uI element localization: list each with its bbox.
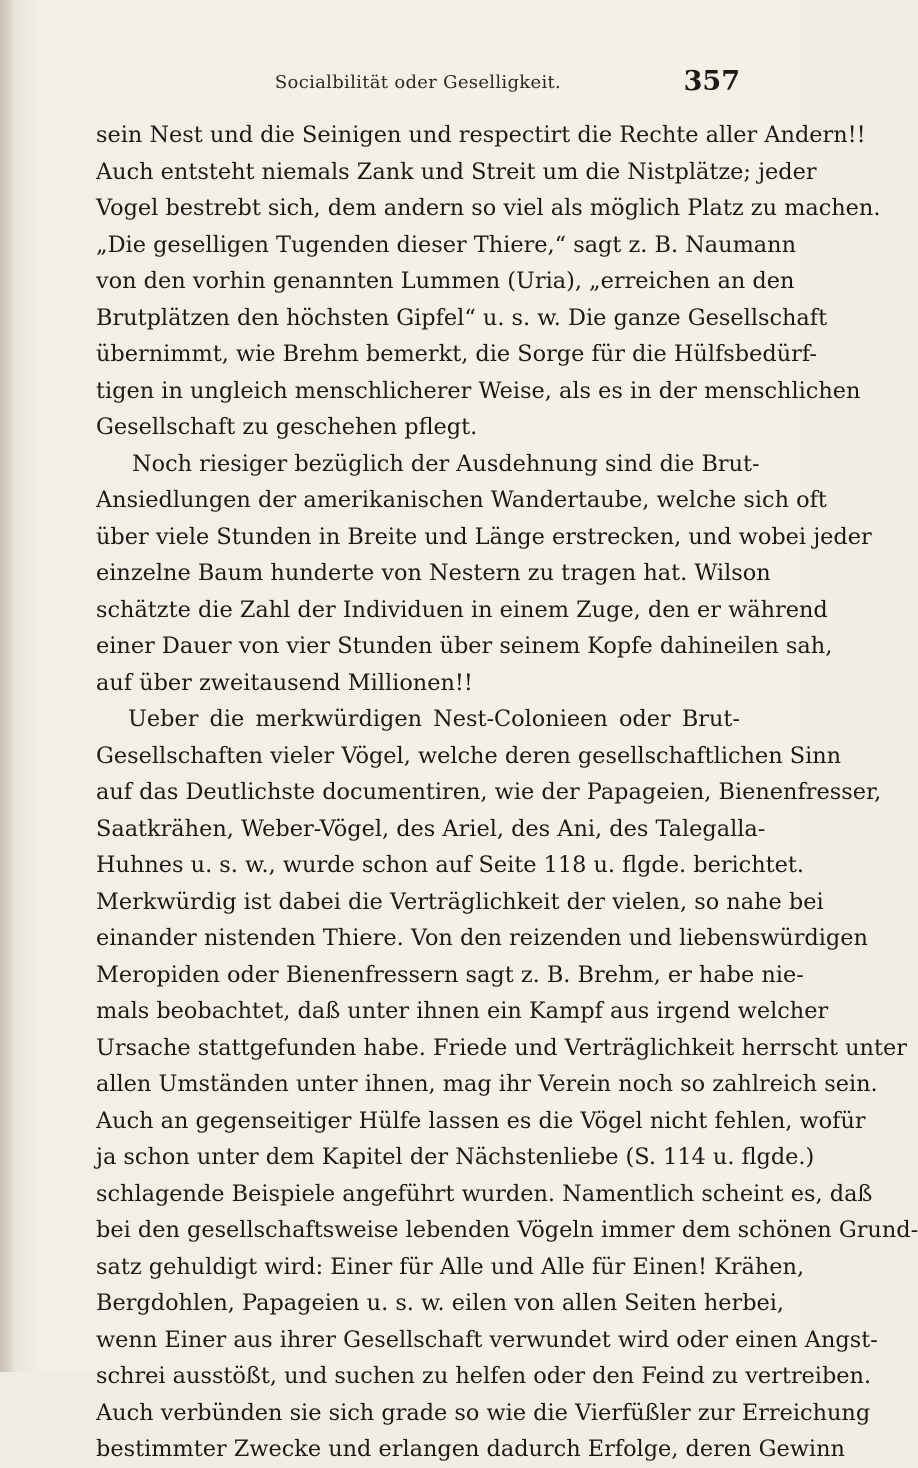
text-line: schlagende Beispiele angeführt wurden. Namentlich scheint es, daß bbox=[96, 1180, 873, 1207]
text-line: bei den gesellschaftsweise lebenden Vögeln immer dem schönen Grund- bbox=[96, 1217, 918, 1243]
text-line: Huhnes u. s. w., wurde schon auf Seite 118 u. flgde. berichtet. bbox=[96, 852, 805, 878]
text-line: Gesellschaft zu geschehen pflegt. bbox=[96, 414, 478, 440]
text-line: bestimmter Zwecke und erlangen dadurch Erfolge, deren Gewinn bbox=[96, 1436, 845, 1462]
text-line: schätzte die Zahl der Individuen in einem Zuge, den er während bbox=[96, 596, 828, 623]
text-line: Brutplätzen den höchsten Gipfel“ u. s. w. Die ganze Gesellschaft bbox=[96, 304, 828, 331]
text-line: mals beobachtet, daß unter ihnen ein Kampf aus irgend welcher bbox=[96, 998, 829, 1024]
text-line: allen Umständen unter ihnen, mag ihr Verein noch so zahlreich sein. bbox=[96, 1071, 878, 1097]
text-line: Merkwürdig ist dabei die Verträglichkeit der vielen, so nahe bei bbox=[96, 888, 824, 915]
body-text bbox=[96, 117, 918, 1468]
text-line: Ueber die merkwürdigen Nest-Colonieen oder Brut- bbox=[128, 706, 740, 732]
text-line: tigen in ungleich menschlicherer Weise, als es in der menschlichen bbox=[96, 377, 861, 404]
text-line: von den vorhin genannten Lummen (Uria), „erreichen an den bbox=[96, 268, 795, 294]
text-line: einzelne Baum hunderte von Nestern zu tragen hat. Wilson bbox=[96, 560, 771, 586]
text-line: Noch riesiger bezüglich der Ausdehnung sind die Brut- bbox=[132, 450, 760, 477]
text-line: Meropiden oder Bienenfressern sagt z. B. Brehm, er habe nie- bbox=[96, 961, 804, 988]
text-line: Gesellschaften vieler Vögel, welche deren gesellschaftlichen Sinn bbox=[96, 742, 842, 769]
text-line: sein Nest und die Seinigen und respectirt die Rechte aller Andern!! bbox=[96, 122, 866, 148]
text-line: einander nistenden Thiere. Von den reizenden und liebenswürdigen bbox=[96, 925, 868, 951]
text-line: übernimmt, wie Brehm bemerkt, die Sorge für die Hülfsbedürf- bbox=[96, 341, 817, 367]
text-line: über viele Stunden in Breite und Länge erstrecken, und wobei jeder bbox=[96, 523, 872, 550]
running-head: Socialbilität oder Geselligkeit. bbox=[274, 72, 562, 93]
text-line: Ursache stattgefunden habe. Friede und Verträglichkeit herrscht unter bbox=[96, 1034, 907, 1061]
text-line: Auch verbünden sie sich grade so wie die Vierfüßler zur Erreichung bbox=[96, 1399, 871, 1426]
text-line: Ansiedlungen der amerikanischen Wandertaube, welche sich oft bbox=[96, 487, 827, 513]
text-line: „Die geselligen Tugenden dieser Thiere,“ sagt z. B. Naumann bbox=[96, 231, 796, 258]
text-line: auf das Deutlichste documentiren, wie der Papageien, Bienenfresser, bbox=[96, 779, 882, 805]
page-number: 357 bbox=[683, 66, 740, 97]
text-line: Bergdohlen, Papageien u. s. w. eilen von allen Seiten herbei, bbox=[96, 1290, 785, 1316]
page-header bbox=[96, 66, 740, 106]
text-line: ja schon unter dem Kapitel der Nächstenliebe (S. 114 u. flgde.) bbox=[96, 1144, 815, 1170]
text-line: Saatkrähen, Weber-Vögel, des Ariel, des Ani, des Talegalla- bbox=[96, 815, 766, 842]
text-line: wenn Einer aus ihrer Gesellschaft verwundet wird oder einen Angst- bbox=[96, 1326, 878, 1353]
text-line: Auch entsteht niemals Zank und Streit um die Nistplätze; jeder bbox=[96, 158, 817, 185]
text-line: Auch an gegenseitiger Hülfe lassen es die Vögel nicht fehlen, wofür bbox=[96, 1107, 866, 1134]
text-line: schrei ausstößt, und suchen zu helfen oder den Feind zu vertreiben. bbox=[96, 1363, 872, 1389]
text-line: satz gehuldigt wird: Einer für Alle und Alle für Einen! Krähen, bbox=[96, 1253, 805, 1280]
text-line: einer Dauer von vier Stunden über seinem Kopfe dahineilen sah, bbox=[96, 633, 833, 659]
text-line: auf über zweitausend Millionen!! bbox=[96, 669, 473, 696]
text-line: Vogel bestrebt sich, dem andern so viel als möglich Platz zu machen. bbox=[96, 195, 881, 221]
